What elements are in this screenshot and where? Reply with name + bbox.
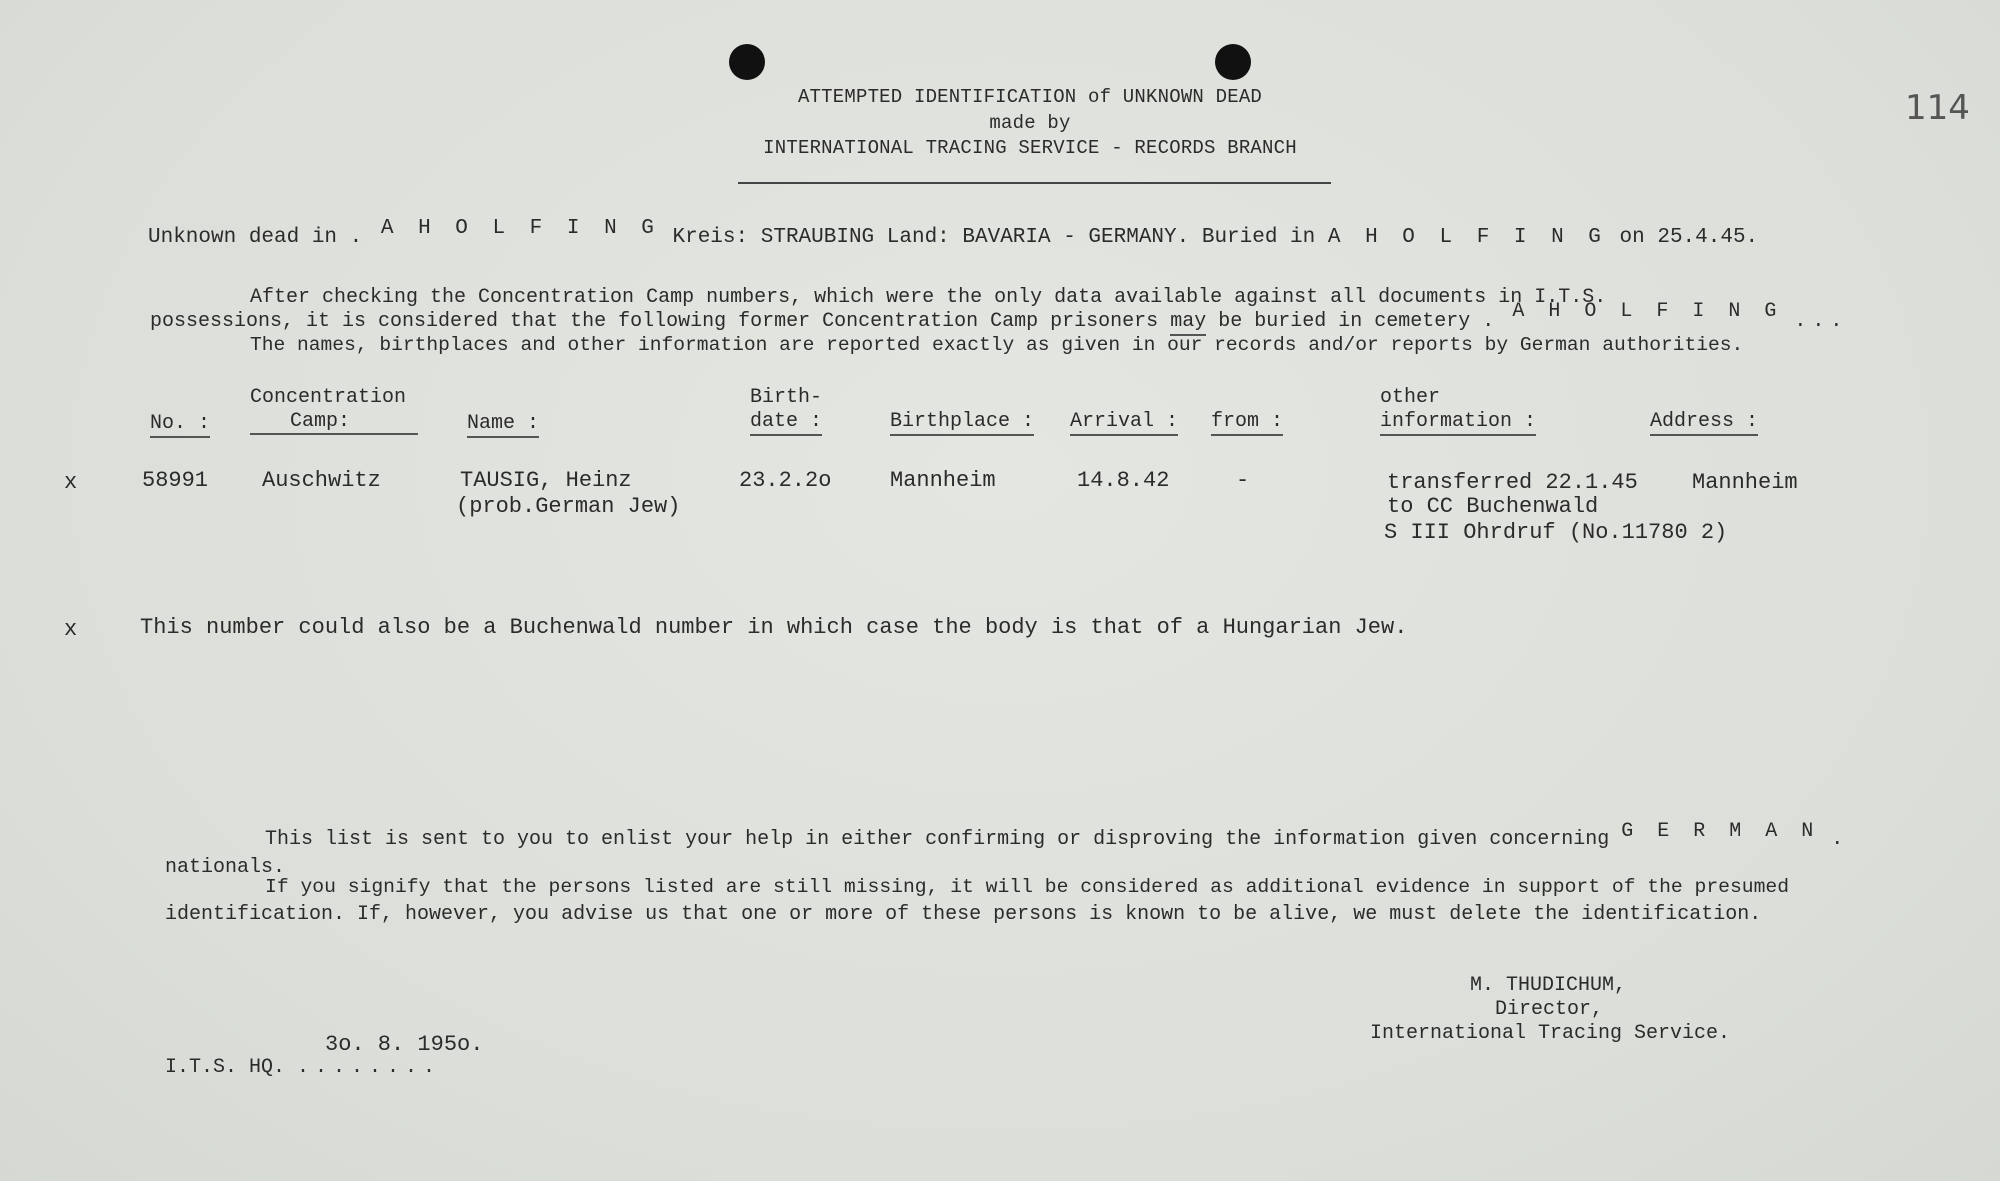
intro-may-underlined: may — [1170, 310, 1206, 336]
row-number: 58991 — [142, 468, 209, 493]
col-header-other: information : — [1380, 410, 1536, 433]
row-mark: x — [64, 470, 78, 495]
col-header-no: No. : — [150, 412, 210, 435]
request-line-2: If you signify that the persons listed are still missing, it will be considered as additional evidence in support of the presumed — [265, 876, 1790, 898]
row-info-line-2: to CC Buchenwald — [1387, 494, 1599, 519]
dateline-label: I.T.S. HQ. ........ — [165, 1056, 442, 1079]
row-arrival: 14.8.42 — [1077, 468, 1170, 493]
request-line-1: This list is sent to you to enlist your help in either confirming or disproving the information given concerning G E R M A N . — [265, 820, 1844, 851]
col-header-from: from : — [1211, 410, 1283, 433]
row-info-line-3: S III Ohrdruf (No.11780 2) — [1384, 520, 1728, 545]
intro-line-2: possessions, it is considered that the following former Concentration Camp prisoners may be buried in cemetery . A H O L F I N G ... — [150, 310, 1848, 333]
signature-name: M. THUDICHUM, — [1470, 974, 1627, 997]
intro-cemetery: A H O L F I N G — [1512, 300, 1783, 323]
footnote-text: This number could also be a Buchenwald number in which case the body is that of a Hungarian Jew. — [140, 615, 1408, 640]
burial-date: 25.4.45. — [1657, 226, 1759, 249]
signature-title: Director, — [1495, 998, 1604, 1021]
row-info-line-1: transferred 22.1.45 — [1387, 470, 1638, 495]
request-line-3: identification. If, however, you advise us that one or more of these persons is known to be alive, we must delete the identification. — [165, 903, 1762, 926]
page-number: 114 — [1905, 88, 1970, 128]
intro-line-1: After checking the Concentration Camp numbers, which were the only data available against all documents in I.T.S. — [250, 286, 1607, 309]
signature-organization: International Tracing Service. — [1370, 1022, 1731, 1045]
header-title: ATTEMPTED IDENTIFICATION of UNKNOWN DEAD — [797, 86, 1263, 108]
header-subtitle: made by — [989, 112, 1071, 134]
col-header-birthdate-top: Birth- — [750, 386, 823, 409]
buried-label: Buried in — [1201, 226, 1316, 249]
land-value: BAVARIA - GERMANY. — [962, 226, 1190, 249]
intro-line-2-text: possessions, it is considered that the following former Concentration Camp prisoners — [150, 310, 1159, 333]
buried-place: A H O L F I N G — [1327, 226, 1607, 249]
land-label: Land: — [886, 226, 950, 249]
unknown-dead-label: Unknown dead in — [148, 226, 338, 249]
punch-hole-right — [1215, 44, 1251, 80]
intro-line-3: The names, birthplaces and other information are reported exactly as given in our records and/or reports by German authorities. — [250, 334, 1744, 356]
col-header-name: Name : — [467, 412, 539, 435]
header-organization: INTERNATIONAL TRACING SERVICE - RECORDS BRANCH — [763, 137, 1297, 159]
row-from: - — [1236, 468, 1250, 493]
header-rule — [738, 182, 1331, 184]
dateline-date: 3o. 8. 195o. — [325, 1032, 484, 1057]
unknown-dead-place: A H O L F I N G — [380, 217, 660, 240]
kreis-value: STRAUBING — [760, 226, 875, 249]
row-name: TAUSIG, Heinz — [460, 468, 632, 493]
col-header-other-top: other — [1380, 386, 1441, 409]
on-label: on — [1619, 226, 1645, 249]
col-header-birthdate: date : — [750, 410, 822, 433]
row-camp: Auschwitz — [262, 468, 381, 493]
row-birthdate: 23.2.2o — [739, 468, 832, 493]
col-header-address: Address : — [1650, 410, 1758, 433]
footnote-mark: x — [64, 617, 78, 642]
request-nationals: nationals. — [165, 856, 286, 879]
kreis-label: Kreis: — [672, 226, 749, 249]
row-name-note: (prob.German Jew) — [456, 494, 681, 519]
request-line-1-text: This list is sent to you to enlist your help in either confirming or disproving the information given concerning — [265, 828, 1610, 851]
punch-hole-left — [729, 44, 765, 80]
unknown-dead-line: Unknown dead in . A H O L F I N G Kreis: STRAUBING Land: BAVARIA - GERMANY. Buried in A H O L F I N G on 25.4.45. — [148, 217, 1759, 249]
request-nationality: G E R M A N — [1621, 820, 1820, 843]
row-birthplace: Mannheim — [890, 468, 996, 493]
col-header-birthplace: Birthplace : — [890, 410, 1034, 433]
row-address: Mannheim — [1692, 470, 1798, 495]
col-header-camp: Camp: — [250, 410, 418, 435]
col-header-camp-top: Concentration — [250, 386, 407, 409]
intro-line-2-cont: be buried in cemetery — [1218, 310, 1471, 333]
col-header-arrival: Arrival : — [1070, 410, 1178, 433]
